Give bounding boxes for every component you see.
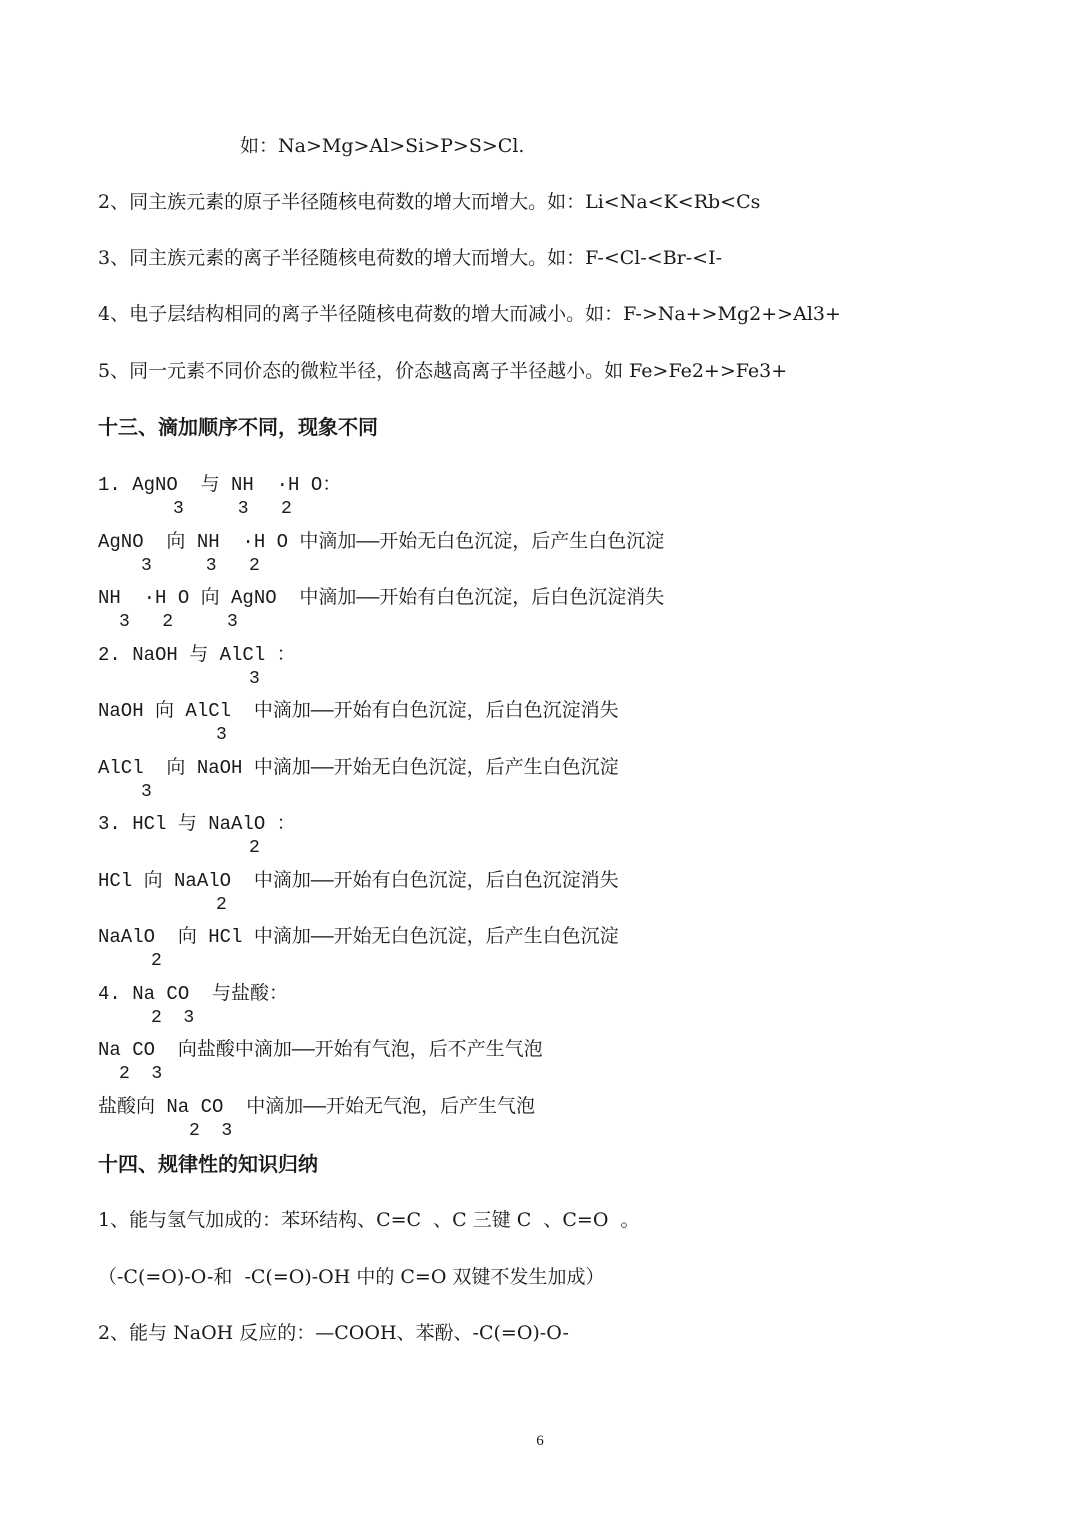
page-number: 6 [536,1433,544,1449]
group-2-title: 2. NaOH 与 AlCl ： [98,644,296,666]
rule-hydrogen-addition: 1、能与氢气加成的：苯环结构、C=C 、C 三键 C 、C=O 。 [98,1209,640,1231]
rule-naoh-reaction: 2、能与 NaOH 反应的：—COOH、苯酚、-C(=O)-O- [98,1322,569,1344]
group-4-title: 4. Na CO 与盐酸： [98,983,289,1005]
group-2-line-a-subscripts: 3 [216,725,227,745]
radius-rule-5: 5、同一元素不同价态的微粒半径，价态越高离子半径越小。如 Fe>Fe2+>Fe3+ [98,360,788,382]
radius-rule-2: 2、同主族元素的原子半径随核电荷数的增大而增大。如：Li<Na<K<Rb<Cs [98,191,761,213]
radius-rule-4: 4、电子层结构相同的离子半径随核电荷数的增大而减小。如：F->Na+>Mg2+>Al3+ [98,303,841,325]
group-3-line-b-subscripts: 2 [151,951,162,971]
radius-rule-3: 3、同主族元素的离子半径随核电荷数的增大而增大。如：F-<Cl-<Br-<I- [98,247,723,269]
group-3-title: 3. HCl 与 NaAlO ： [98,813,296,835]
rule-hydrogen-addition-note: （-C(=O)-O-和 -C(=O)-OH 中的 C=O 双键不发生加成） [98,1266,605,1288]
group-3-title-subscripts: 2 [249,838,260,858]
group-3-line-b: NaAlO 向 HCl 中滴加——开始无白色沉淀，后产生白色沉淀 [98,926,619,948]
group-1-line-a-subscripts: 3 3 2 [141,556,260,576]
group-4-line-b: 盐酸向 Na CO 中滴加——开始无气泡，后产生气泡 [98,1096,536,1118]
group-2-line-b: AlCl 向 NaOH 中滴加——开始无白色沉淀，后产生白色沉淀 [98,757,619,779]
group-1-line-b: NH ·H O 向 AgNO 中滴加——开始有白色沉淀，后白色沉淀消失 [98,587,665,609]
group-2-line-b-subscripts: 3 [141,782,152,802]
radius-example-line: 如：Na>Mg>Al>Si>P>S>Cl. [240,135,525,157]
group-4-line-a-subscripts: 2 3 [119,1064,163,1084]
group-1-title-subscripts: 3 3 2 [173,499,292,519]
group-4-line-a: Na CO 向盐酸中滴加——开始有气泡，后不产生气泡 [98,1039,543,1061]
group-1-title: 1. AgNO 与 NH ·H O： [98,474,342,496]
group-1-line-b-subscripts: 3 2 3 [119,612,238,632]
group-4-title-subscripts: 2 3 [151,1008,195,1028]
group-4-line-b-subscripts: 2 3 [189,1121,233,1141]
group-3-line-a: HCl 向 NaAlO 中滴加——开始有白色沉淀，后白色沉淀消失 [98,870,619,892]
group-3-line-a-subscripts: 2 [216,895,227,915]
section-13-heading: 十三、滴加顺序不同，现象不同 [98,415,378,439]
section-14-heading: 十四、规律性的知识归纳 [98,1152,318,1176]
group-2-line-a: NaOH 向 AlCl 中滴加——开始有白色沉淀，后白色沉淀消失 [98,700,619,722]
group-2-title-subscripts: 3 [249,669,260,689]
group-1-line-a: AgNO 向 NH ·H O 中滴加——开始无白色沉淀，后产生白色沉淀 [98,531,665,553]
